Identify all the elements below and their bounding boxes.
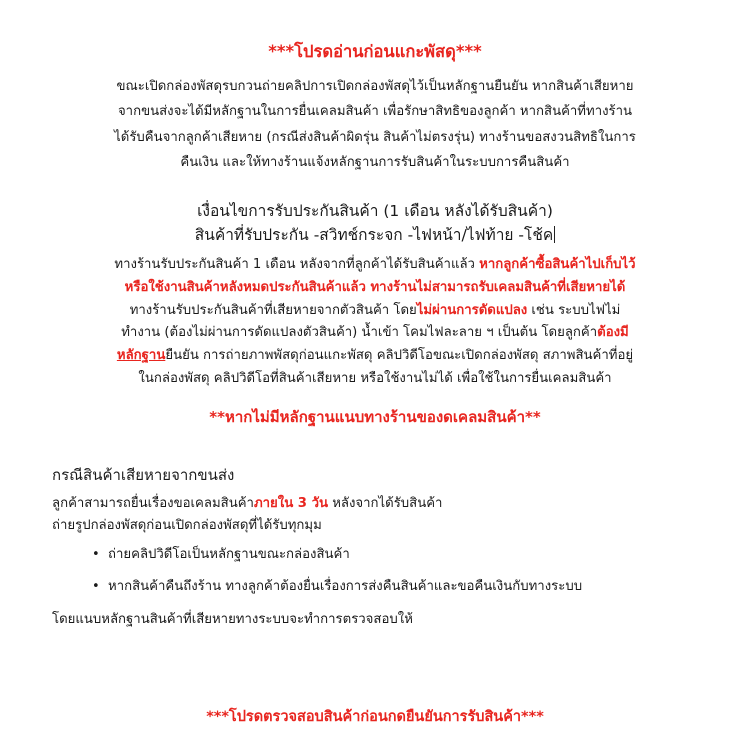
warranty-subtitle-text: สินค้าที่รับประกัน -สวิทช์กระจก -ไฟหน้า/ไฟท้าย -โช้ค [194, 226, 554, 245]
text-run: หากลูกค้าซื้อสินค้าไปเก็บไว้ [479, 257, 636, 273]
text-run: ทางร้านรับประกันสินค้าที่เสียหายจากตัวสินค้า โดย [129, 302, 417, 318]
text-line [52, 368, 698, 391]
shipping-closing-line: โดยแนบหลักฐานสินค้าที่เสียหายทางระบบจะทำการตรวจสอบให้ [52, 611, 413, 627]
top-heading: ***โปรดอ่านก่อนแกะพัสดุ*** [268, 42, 482, 61]
spacer [52, 391, 698, 405]
text-caret [554, 226, 555, 243]
text-line [52, 300, 698, 323]
warranty-body [52, 254, 698, 390]
text-run: หลังจากได้รับสินค้า [328, 495, 443, 511]
warranty-title: เงื่อนไขการรับประกันสินค้า (1 เดือน หลังได้รับสินค้า) [197, 202, 553, 221]
text-run: ถ่ายรูปกล่องพัสดุก่อนเปิดกล่องพัสดุที่ได้รับทุกมุม [52, 518, 322, 534]
text-run: ลูกค้าสามารถยื่นเรื่องขอเคลมสินค้า [52, 495, 254, 511]
text-run: ต้องมี [597, 325, 629, 341]
text-run: ทางร้านรับประกันสินค้า 1 เดือน หลังจากที่ลูกค้าได้รับสินค้าแล้ว [114, 257, 480, 273]
shipping-lines [52, 493, 698, 538]
text-run: ไม่ผ่านการดัดแปลง [416, 302, 528, 318]
list-item: • หากสินค้าคืนถึงร้าน ทางลูกค้าต้องยื่นเรื่องการส่งคืนสินค้าและขอคืนเงินกับทางระบบ [92, 576, 698, 598]
mid-banner: **หากไม่มีหลักฐานแนบทางร้านของดเคลมสินค้า** [209, 407, 541, 426]
text-run: หลักฐาน [116, 348, 166, 364]
intro-line: คืนเงิน และให้ทางร้านแจ้งหลักฐานการรับสินค้าในระบบการคืนสินค้า [180, 154, 570, 170]
text-line [52, 254, 698, 277]
text-line [52, 493, 698, 516]
text-line [52, 322, 698, 345]
spacer [52, 173, 698, 199]
intro-paragraph [52, 76, 698, 174]
text-run: ภายใน 3 วัน [253, 495, 328, 511]
spacer [52, 247, 698, 254]
text-run: ในกล่องพัสดุ คลิปวิดีโอที่สินค้าเสียหาย หรือใช้งานไม่ได้ เพื่อใช้ในการยื่นเคลมสินค้า [138, 370, 612, 386]
text-run: ยืนยัน การถ่ายภาพพัสดุก่อนแกะพัสดุ คลิปวิดีโอขณะเปิดกล่องพัสดุ สภาพสินค้าที่อยู่ [165, 348, 634, 364]
spacer [52, 429, 698, 463]
text-line [52, 515, 698, 538]
intro-line: ขณะเปิดกล่องพัสดุรบกวนถ่ายคลิปการเปิดกล่องพัสดุไว้เป็นหลักฐานยืนยัน หากสินค้าเสียหาย [116, 78, 634, 94]
intro-line: ได้รับคืนจากลูกค้าเสียหาย (กรณีส่งสินค้าผิดรุ่น สินค้าไม่ตรงรุ่น) ทางร้านขอสงวนสิทธิในการ [114, 129, 636, 145]
list-item: • ถ่ายคลิปวิดีโอเป็นหลักฐานขณะกล่องสินค้า [92, 544, 698, 566]
text-line [52, 277, 698, 300]
text-run: เช่น ระบบไฟไม่ [527, 302, 621, 318]
text-run: ทำงาน (ต้องไม่ผ่านการดัดแปลงตัวสินค้า) น้ำเข้า โคมไฟละลาย ฯ เป็นต้น โดยลูกค้า [121, 325, 598, 341]
text-run: หรือใช้งานสินค้าหลังหมดประกันสินค้าแล้ว ทางร้านไม่สามารถรับเคลมสินค้าที่เสียหายได้ [124, 279, 626, 295]
shipping-section-title: กรณีสินค้าเสียหายจากขนส่ง [52, 465, 235, 484]
shipping-bullet-list [52, 544, 698, 599]
text-line [52, 345, 698, 368]
warranty-subtitle [52, 223, 698, 247]
spacer [52, 65, 698, 72]
intro-line: จากขนส่งจะได้มีหลักฐานในการยื่นเคลมสินค้า เพื่อรักษาสิทธิของลูกค้า หากสินค้าที่ทางร้าน [117, 104, 633, 120]
footer-banner: ***โปรดตรวจสอบสินค้าก่อนกดยืนยันการรับสินค้า*** [206, 709, 544, 725]
